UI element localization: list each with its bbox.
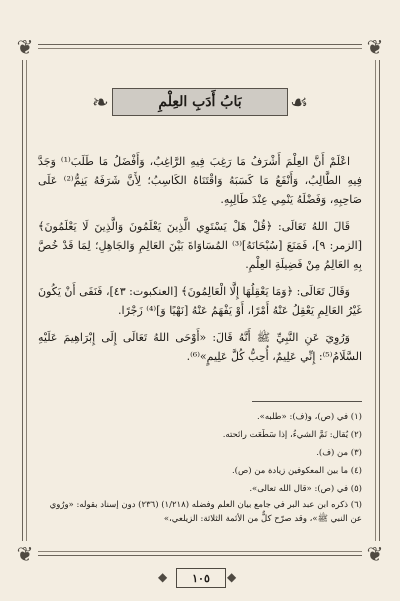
- main-text: [38, 152, 362, 374]
- page-number-ornament-icon: ◆: [158, 570, 168, 584]
- scroll-ornament-icon: ☙: [290, 90, 308, 114]
- footnotes: [38, 408, 362, 526]
- footnote: (٥) في (ص): «قال الله تعالى».: [249, 484, 362, 494]
- chapter-title-banner: [92, 82, 308, 122]
- chapter-title: بَابُ أَدَبِ العِلْمِ: [112, 88, 288, 116]
- footnote: (٣) من (ف).: [316, 448, 362, 458]
- paragraph: وَقَالَ تَعَالَى: ﴿وَمَا يَعْقِلُهَا إِلَّا الْعَالِمُونَ﴾ [العنكبوت: ٤٣]، فَنَفَى أَنْ يَكُونَ غَيْرُ العَالِمِ يَعْقِلُ عَنْهُ أَمْرًا، أَوْ يَفْهَمُ عَنْهُ [نَهْيًا وَ]⁽⁴⁾ زَجْرًا.: [38, 285, 362, 317]
- paragraph: اعْلَمْ أَنَّ العِلْمَ أَشْرَفُ مَا رَغِبَ فِيهِ الرَّاغِبُ، وَأَفْضَلُ مَا طَلَبَ⁽¹⁾ وَجَدَّ فِيهِ الطَّالِبُ، وَأَنْفَعُ مَا كَسَبَهُ وَاقْتَنَاهُ الكَاسِبُ؛ لِأَنَّ شَرَفَهُ يَنِمُّ⁽²⁾ عَلَى صَاحِبِهِ، وَفَضْلَهُ يَنْمِي عِنْدَ طَالِبِهِ.: [38, 155, 362, 206]
- footnote-separator: [252, 401, 362, 402]
- footnote: (١) في (ص)، و(ف): «طلبه».: [256, 412, 362, 422]
- footnote: (٦) ذكره ابن عبد البر في جامع بيان العلم وفضله (١/٢١٨) (٢٣٦) دون إسناد بقوله: «ورُوي عن النبي ﷺ»، وقد صرّح كلٌّ من الأئمة الثلاثة: الزيلعي،»: [49, 500, 362, 524]
- corner-ornament-icon: ❦: [12, 541, 38, 567]
- paragraph: قَالَ اللهُ تَعَالَى: ﴿قُلْ هَلْ يَسْتَوِي الَّذِينَ يَعْلَمُونَ وَالَّذِينَ لَا يَعْلَمُونَ﴾ [الزمر: ٩]، فَمَنَعَ [سُبْحَانَهُ]⁽³⁾ المُسَاوَاةَ بَيْنَ العَالِمِ وَالجَاهِلِ؛ لِمَا قَدْ خُصَّ بِهِ العَالِمُ مِنْ فَضِيلَةِ العِلْمِ.: [38, 220, 363, 271]
- paragraph: وَرُوِيَ عَنِ النَّبِيِّ ﷺ أَنَّهُ قَالَ: «أَوْحَى اللهُ تَعَالَى إِلَى إِبْرَاهِيمَ عَلَيْهِ السَّلَامُ⁽⁵⁾: إِنِّي عَلِيمٌ، أُحِبُّ كُلَّ عَلِيمٍ»⁽⁶⁾.: [38, 331, 362, 363]
- corner-ornament-icon: ❦: [362, 541, 388, 567]
- footnote: (٤) ما بين المعكوفين زيادة من (ص).: [231, 466, 362, 476]
- scroll-ornament-icon: ❧: [92, 90, 109, 114]
- page-number: ١٠٥: [176, 568, 226, 588]
- corner-ornament-icon: ❦: [362, 34, 388, 60]
- footnote: (٢) يُقال: نَمَّ الشيءُ، إذا سَطَعَت رائحته.: [222, 430, 362, 440]
- page-number-ornament-icon: ◆: [227, 570, 237, 584]
- corner-ornament-icon: ❦: [12, 34, 38, 60]
